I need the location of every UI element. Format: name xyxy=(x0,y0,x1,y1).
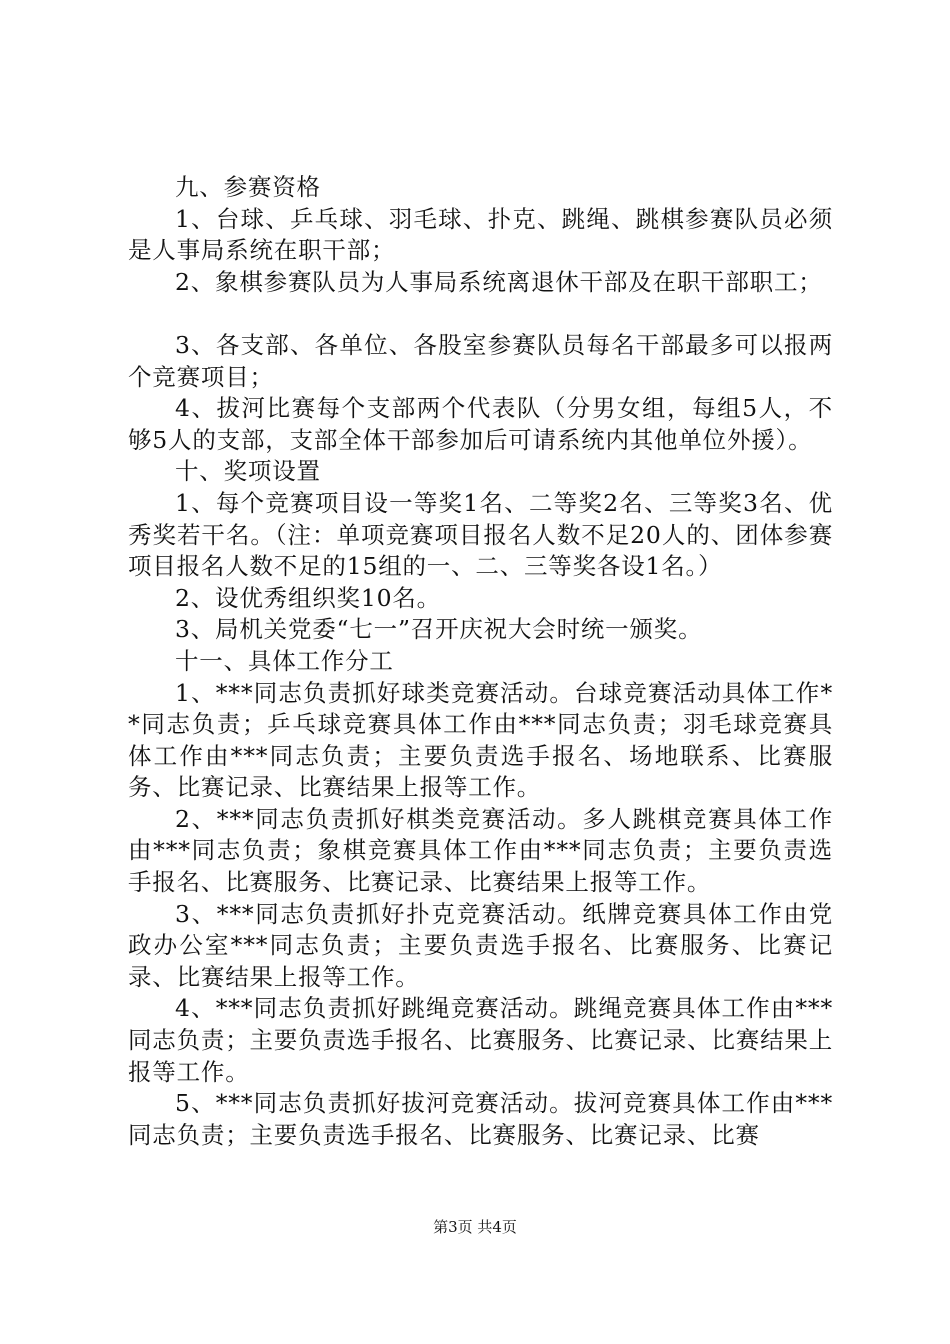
paragraph-eligibility-3: 3、各支部、各单位、各股室参赛队员每名干部最多可以报两个竞赛项目； xyxy=(128,330,833,391)
paragraph-assignment-4: 4、***同志负责抓好跳绳竞赛活动。跳绳竞赛具体工作由***同志负责；主要负责选手报名、比赛服务、比赛记录、比赛结果上报等工作。 xyxy=(128,994,833,1086)
section-heading-awards: 十、奖项设置 xyxy=(175,457,321,486)
paragraph-awards-2: 2、设优秀组织奖10名。 xyxy=(175,583,441,612)
section-heading-assignments: 十一、具体工作分工 xyxy=(175,646,394,675)
paragraph-assignment-3: 3、***同志负责抓好扑克竞赛活动。纸牌竞赛具体工作由党政办公室***同志负责；主要负责选手报名、比赛服务、比赛记录、比赛结果上报等工作。 xyxy=(128,899,833,991)
page-number-footer: 第3页 共4页 xyxy=(433,1218,517,1236)
section-heading-eligibility: 九、参赛资格 xyxy=(175,173,321,201)
blank-line xyxy=(128,298,833,330)
paragraph-assignment-5: 5、***同志负责抓好拔河竞赛活动。拔河竞赛具体工作由***同志负责；主要负责选手报名、比赛服务、比赛记录、比赛 xyxy=(128,1089,833,1149)
paragraph-assignment-1: 1、***同志负责抓好球类竞赛活动。台球竞赛活动具体工作**同志负责；乒乓球竞赛具体工作由***同志负责；羽毛球竞赛具体工作由***同志负责；主要负责选手报名、场地联系、比赛服务、比赛记录、比赛结果上报等工作。 xyxy=(128,678,833,802)
document-body xyxy=(128,172,833,1151)
paragraph-eligibility-2: 2、象棋参赛队员为人事局系统离退休干部及在职干部职工； xyxy=(175,267,823,296)
paragraph-eligibility-4: 4、拔河比赛每个支部两个代表队（分男女组，每组5人，不够5人的支部，支部全体干部参加后可请系统内其他单位外援）。 xyxy=(128,394,833,454)
paragraph-awards-1: 1、每个竞赛项目设一等奖1名、二等奖2名、三等奖3名、优秀奖若干名。（注：单项竞赛项目报名人数不足20人的、团体参赛项目报名人数不足的15组的一、二、三等奖各设1名。） xyxy=(128,488,833,581)
paragraph-assignment-2: 2、***同志负责抓好棋类竞赛活动。多人跳棋竞赛具体工作由***同志负责；象棋竞赛具体工作由***同志负责；主要负责选手报名、比赛服务、比赛记录、比赛结果上报等工作。 xyxy=(128,804,833,897)
paragraph-eligibility-1: 1、台球、乒乓球、羽毛球、扑克、跳绳、跳棋参赛队员必须是人事局系统在职干部； xyxy=(128,204,833,265)
paragraph-awards-3: 3、局机关党委“七一”召开庆祝大会时统一颁奖。 xyxy=(175,615,703,644)
